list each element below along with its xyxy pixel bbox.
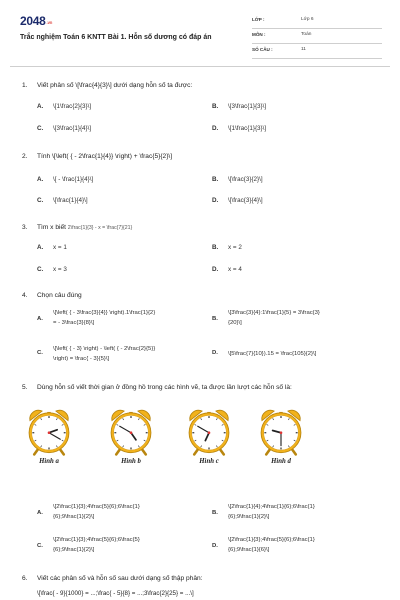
alarm-clock-icon: [105, 405, 157, 457]
meta-key: SỐ CÂU :: [252, 47, 273, 52]
option-c[interactable]: C. \[\left( { - 3} \right) - \left( { - 2\frac{2}{5}} \right) = \frac{ - 3}{5}\]: [37, 346, 156, 362]
option-b[interactable]: B. \[\frac{3}{2}\]: [212, 176, 263, 183]
clock-center: [208, 431, 211, 434]
clock-figure-b: [104, 405, 158, 475]
option-a[interactable]: A. x = 1: [37, 244, 67, 251]
option-d[interactable]: D. \[1\frac{1}{3}\]: [212, 125, 267, 132]
question-text: 5. Dùng hỗn số viết thời gian ở đồng hồ trong các hình vẽ, ta được lần lượt các hỗn số là:: [22, 384, 292, 391]
clock-caption: Hình d: [271, 458, 291, 465]
equation: 2\frac{1}{3} - x = \frac{7}{21}: [67, 225, 133, 231]
question-text: 6. Viết các phân số và hỗn số sau dưới dạng số thập phân:: [22, 575, 203, 582]
option-d[interactable]: D. \[2\frac{1}{3};4\frac{5}{6};6\frac{1} {6};9\frac{1}{6}\]: [212, 537, 315, 553]
clock-center: [280, 431, 283, 434]
option-d[interactable]: D. \[\frac{3}{4}\]: [212, 197, 263, 204]
option-c[interactable]: C. \[2\frac{1}{3};4\frac{5}{6};6\frac{5} {6};9\frac{1}{2}\]: [37, 537, 140, 553]
meta-row-class: [252, 14, 382, 29]
option-c[interactable]: C. \[3\frac{1}{4}\]: [37, 125, 92, 132]
clock-caption: Hình b: [121, 458, 141, 465]
clock-figures: [22, 405, 382, 475]
meta-row-subject: [252, 29, 382, 44]
site-logo[interactable]: 2048.vn: [20, 14, 53, 28]
option-b[interactable]: B. x = 2: [212, 244, 242, 251]
meta-value: 11: [301, 47, 306, 52]
option-b[interactable]: B. \[3\frac{3}{4}:1\frac{1}{5} = 3\frac{3} {20}\]: [212, 310, 320, 326]
meta-key: MÔN :: [252, 32, 266, 37]
option-d[interactable]: D. x = 4: [212, 266, 242, 273]
option-a[interactable]: A. \[2\frac{1}{3};4\frac{5}{6};6\frac{1} {6};9\frac{1}{2}\]: [37, 504, 140, 520]
clock-caption: Hình a: [39, 458, 59, 465]
clock-figure-a: [22, 405, 76, 475]
option-a[interactable]: A. \[ - \frac{1}{4}\]: [37, 176, 94, 183]
question-text: 3. Tìm x biết 2\frac{1}{3} - x = \frac{7}{21}: [22, 224, 133, 231]
meta-value: Toán: [301, 32, 312, 37]
meta-key: LỚP :: [252, 17, 265, 22]
meta-value: Lớp 6: [301, 17, 314, 22]
alarm-clock-icon: [183, 405, 235, 457]
clock-center: [48, 431, 51, 434]
option-b[interactable]: B. \[2\frac{1}{4};4\frac{1}{6};6\frac{1} {6};9\frac{1}{2}\]: [212, 504, 315, 520]
clock-figure-c: [182, 405, 236, 475]
clock-caption: Hình c: [199, 458, 219, 465]
option-a[interactable]: A. \[1\frac{2}{3}\]: [37, 103, 92, 110]
question-text: 1. Viết phân số \[\frac{4}{3}\] dưới dạng hỗn số ta được:: [22, 82, 193, 89]
alarm-clock-icon: [23, 405, 75, 457]
option-d[interactable]: D. \[5\frac{7}{10}).15 = \frac{105}{2}\]: [212, 350, 317, 357]
meta-table: [252, 14, 382, 59]
question-text: 2. Tính \[\left( { - 2\frac{1}{4}} \right) + \frac{5}{2}\]: [22, 153, 173, 160]
clock-figure-d: [254, 405, 308, 475]
option-c[interactable]: C. \[\frac{1}{4}\]: [37, 197, 88, 204]
question-text: 4. Chọn câu đúng: [22, 292, 82, 299]
option-a[interactable]: A. \[\left( { - 3\frac{3}{4}} \right).1\frac{1}{2} = - 3\frac{3}{8}\]: [37, 310, 156, 326]
option-b[interactable]: B. \[3\frac{1}{3}\]: [212, 103, 267, 110]
header: [20, 14, 382, 64]
alarm-clock-icon: [255, 405, 307, 457]
clock-center: [130, 431, 133, 434]
header-divider: [10, 66, 390, 67]
meta-row-count: [252, 44, 382, 59]
page-title: Trắc nghiệm Toán 6 KNTT Bài 1. Hỗn số dương có đáp án: [20, 34, 212, 41]
question-6-expression: \[\frac{ - 9}{1000} = ...;\frac{ - 5}{8} = ...;3\frac{2}{25} = ...\]: [37, 590, 194, 597]
option-c[interactable]: C. x = 3: [37, 266, 67, 273]
